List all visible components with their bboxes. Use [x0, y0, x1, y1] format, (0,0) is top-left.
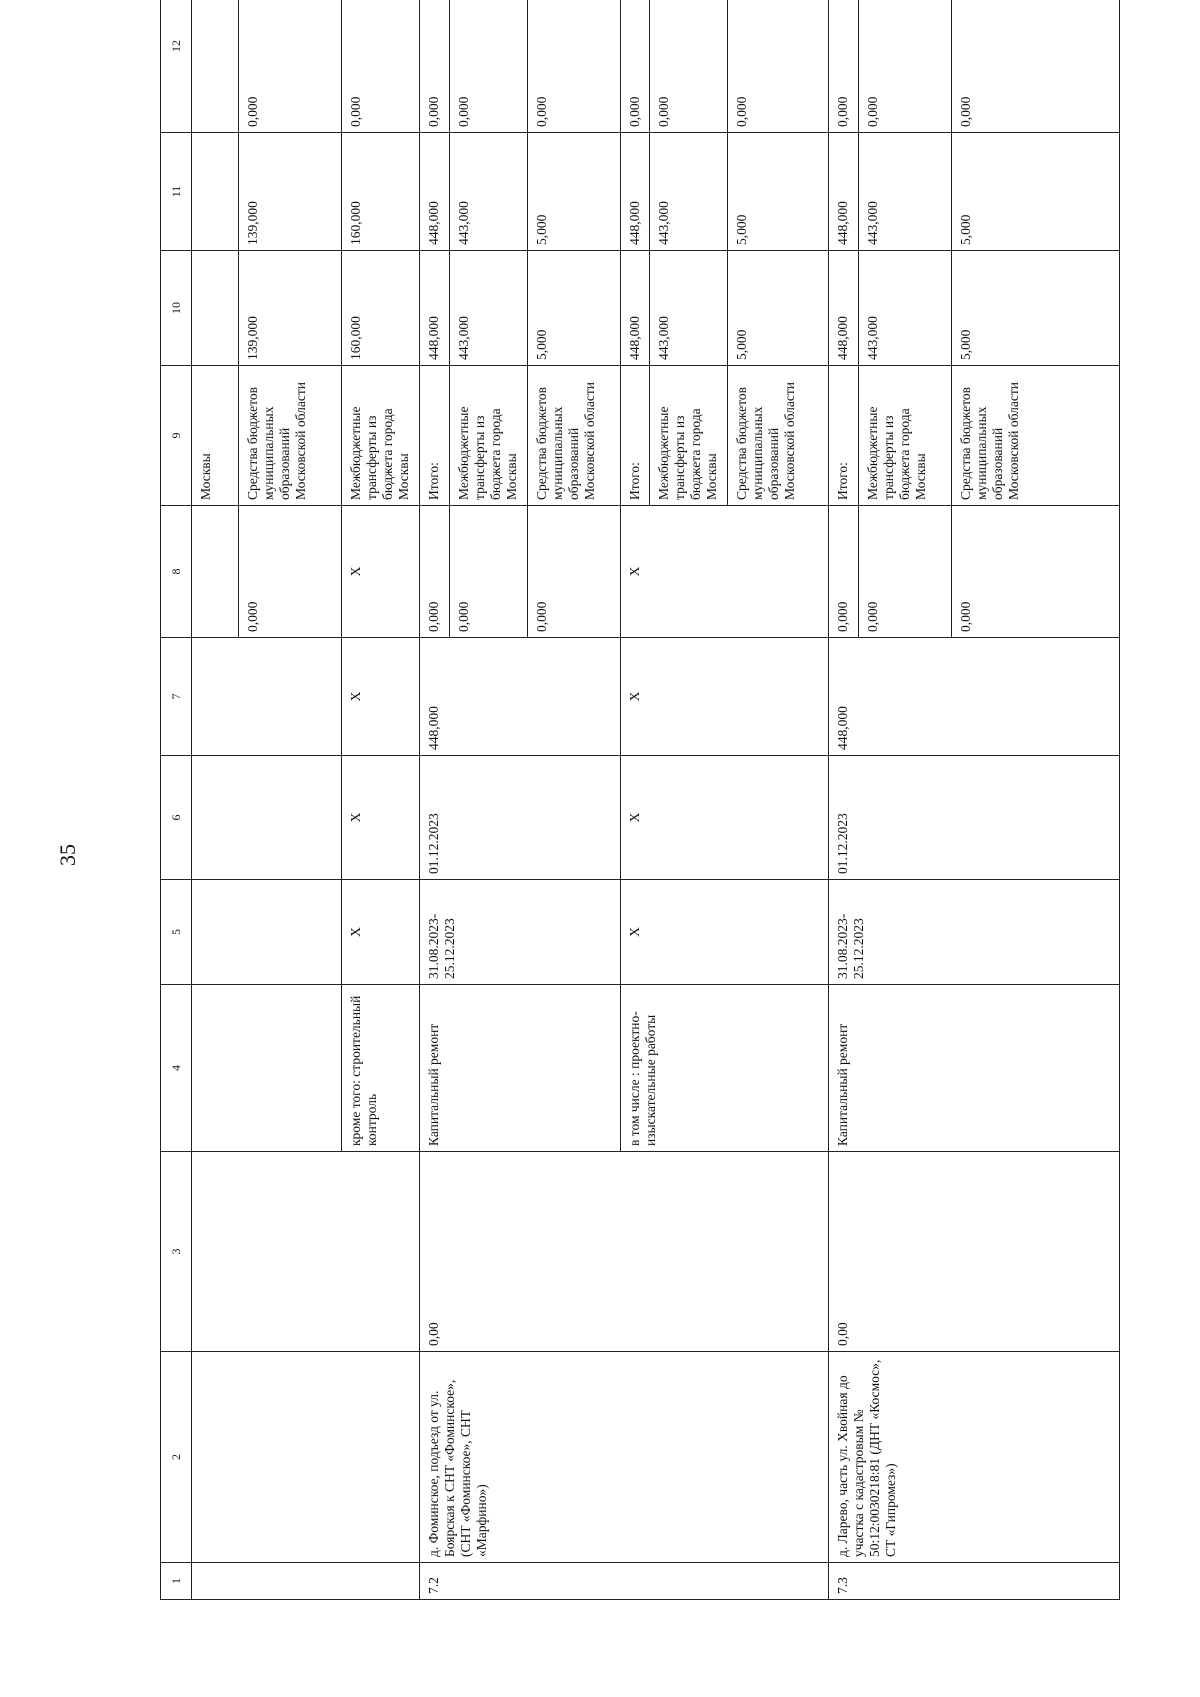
cell-col8: 0,000: [420, 506, 449, 638]
cell-col8: 0,000: [527, 506, 620, 638]
page-number: 35: [55, 844, 80, 866]
funding-table: [160, 0, 1120, 1600]
cell-col12: 0,000: [420, 0, 449, 133]
cell-work-type: в том числе : проектно-изыскательные работы: [620, 985, 829, 1152]
cell-col12: 0,000: [238, 0, 341, 133]
cell-col11: 443,000: [449, 133, 527, 251]
cell-date: X: [342, 756, 420, 880]
cell-col8: X: [620, 506, 829, 638]
cell-col12: 0,000: [342, 0, 420, 133]
cell-col11: 448,000: [829, 133, 858, 251]
cell-source: Итого:: [620, 366, 649, 506]
cell-work-type: [192, 985, 342, 1152]
cell-work-type: кроме того: строительный контроль: [342, 985, 420, 1152]
cell-col10: 443,000: [650, 251, 728, 366]
cell-object: [192, 1352, 420, 1563]
cell-num: [192, 1563, 420, 1600]
cell-col8: X: [342, 506, 420, 638]
header-cell: 3: [161, 1152, 192, 1352]
cell-source: Межбюджетные трансферты из бюджета города Москвы: [342, 366, 420, 506]
cell-col12: 0,000: [620, 0, 649, 133]
cell-col10: 448,000: [829, 251, 858, 366]
cell-col10: 443,000: [449, 251, 527, 366]
cell-col8: [192, 506, 239, 638]
cell-object: д. Ларево, часть ул. Хвойная до участка с кадастровым № 50:12:0030218:81 (ДНТ «Космос», СТ «Гипромез»): [829, 1352, 1120, 1563]
header-row: [161, 0, 192, 1600]
cell-col11: 5,000: [527, 133, 620, 251]
cell-work-type: Капитальный ремонт: [829, 985, 1120, 1152]
header-cell: 8: [161, 506, 192, 638]
cell-col11: 5,000: [728, 133, 829, 251]
cell-source: Средства бюджетов муниципальных образований Московской области: [728, 366, 829, 506]
cell-col3: 0,00: [829, 1152, 1120, 1352]
cell-col8: 0,000: [449, 506, 527, 638]
cell-source: Итого:: [420, 366, 449, 506]
header-cell: 11: [161, 133, 192, 251]
header-cell: 6: [161, 756, 192, 880]
cell-col11: 160,000: [342, 133, 420, 251]
cell-amount: [192, 638, 342, 756]
header-cell: 10: [161, 251, 192, 366]
cell-amount: 448,000: [420, 638, 620, 756]
cell-col11: 443,000: [858, 133, 951, 251]
cell-date: 01.12.2023: [829, 756, 1120, 880]
cell-col10: 139,000: [238, 251, 341, 366]
cell-date: X: [620, 756, 829, 880]
cell-date: [192, 756, 342, 880]
cell-date: 01.12.2023: [420, 756, 620, 880]
cell-col12: 0,000: [449, 0, 527, 133]
cell-col8: 0,000: [858, 506, 951, 638]
header-cell: 7: [161, 638, 192, 756]
cell-col10: 448,000: [420, 251, 449, 366]
cell-amount: 448,000: [829, 638, 1120, 756]
cell-col11: 5,000: [951, 133, 1119, 251]
rotated-table-container: [160, 40, 1120, 1600]
cell-period: 31.08.2023-25.12.2023: [829, 880, 1120, 985]
header-cell: 12: [161, 0, 192, 133]
cell-source: Москвы: [192, 366, 239, 506]
cell-col12: 0,000: [858, 0, 951, 133]
header-cell: 1: [161, 1563, 192, 1600]
header-cell: 4: [161, 985, 192, 1152]
cell-object: д. Фоминское, подъезд от ул. Боярская к СНТ «Фоминское», (СНТ «Фоминское», СНТ «Марфино»): [420, 1352, 829, 1563]
cell-col12: [192, 0, 239, 133]
cell-num: 7.2: [420, 1563, 829, 1600]
cell-col12: 0,000: [829, 0, 858, 133]
cell-source: Межбюджетные трансферты из бюджета города Москвы: [449, 366, 527, 506]
header-cell: 5: [161, 880, 192, 985]
cell-col12: 0,000: [527, 0, 620, 133]
header-cell: 9: [161, 366, 192, 506]
cell-col11: 448,000: [420, 133, 449, 251]
cell-col10: 5,000: [951, 251, 1119, 366]
cell-amount: X: [620, 638, 829, 756]
cell-period: [192, 880, 342, 985]
cell-col11: 139,000: [238, 133, 341, 251]
cell-source: Межбюджетные трансферты из бюджета города Москвы: [858, 366, 951, 506]
cell-col10: 443,000: [858, 251, 951, 366]
cell-amount: X: [342, 638, 420, 756]
cell-col10: 448,000: [620, 251, 649, 366]
cell-num: 7.3: [829, 1563, 1120, 1600]
cell-col12: 0,000: [728, 0, 829, 133]
cell-col10: 5,000: [527, 251, 620, 366]
cell-source: Средства бюджетов муниципальных образований Московской области: [527, 366, 620, 506]
cell-col3: 0,00: [420, 1152, 829, 1352]
cell-work-type: Капитальный ремонт: [420, 985, 620, 1152]
cell-source: Итого:: [829, 366, 858, 506]
cell-period: 31.08.2023-25.12.2023: [420, 880, 620, 985]
table-row: [420, 0, 449, 1600]
cell-col12: 0,000: [650, 0, 728, 133]
cell-col8: 0,000: [829, 506, 858, 638]
cell-col8: 0,000: [238, 506, 341, 638]
cell-col8: 0,000: [951, 506, 1119, 638]
cell-col11: 443,000: [650, 133, 728, 251]
cell-period: X: [342, 880, 420, 985]
cell-period: X: [620, 880, 829, 985]
cell-col10: 5,000: [728, 251, 829, 366]
cell-col10: 160,000: [342, 251, 420, 366]
cell-source: Средства бюджетов муниципальных образований Московской области: [951, 366, 1119, 506]
cell-col12: 0,000: [951, 0, 1119, 133]
cell-source: Средства бюджетов муниципальных образований Московской области: [238, 366, 341, 506]
table-row: [829, 0, 858, 1600]
header-cell: 2: [161, 1352, 192, 1563]
cell-col3: [192, 1152, 420, 1352]
cell-source: Межбюджетные трансферты из бюджета города Москвы: [650, 366, 728, 506]
cell-col11: [192, 133, 239, 251]
cell-col10: [192, 251, 239, 366]
table-row: [192, 0, 239, 1600]
cell-col11: 448,000: [620, 133, 649, 251]
